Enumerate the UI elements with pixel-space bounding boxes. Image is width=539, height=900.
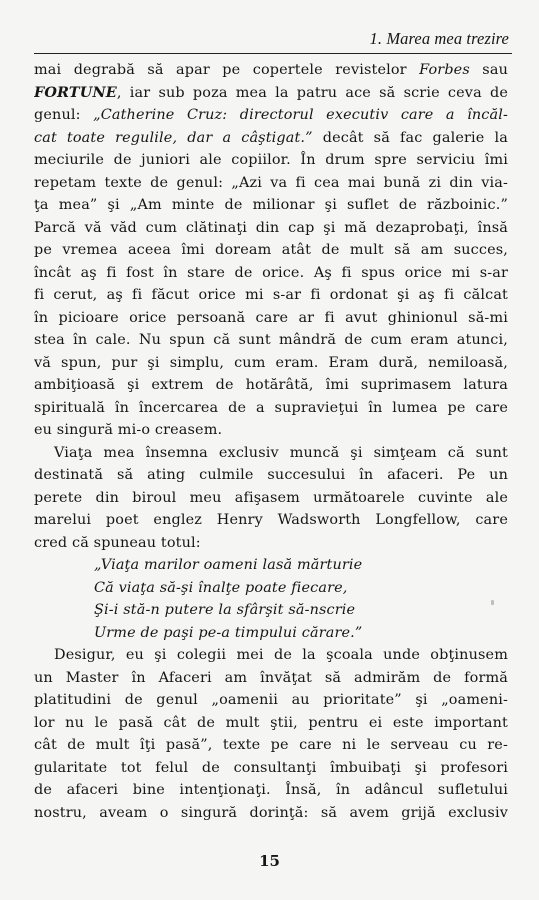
text-run: Şi-i stă-n putere la sfârşit să-nscrie: [94, 602, 356, 618]
text-line: [34, 487, 508, 510]
text-run: cât de mult îţi pasă”, texte pe care ni le serveau cu re-: [34, 737, 508, 753]
text-run: eu singură mi-o creasem.: [34, 422, 223, 438]
text-line: [34, 397, 508, 420]
text-line: [34, 307, 508, 330]
text-run: repetam texte de genul: „Azi va fi cea mai bună zi din via-: [34, 174, 508, 191]
text-line: [34, 532, 508, 555]
text-line: [34, 59, 508, 82]
text-run: stea în cale. Nu spun că sunt mândră de cum eram atunci,: [34, 332, 508, 348]
text-line: [34, 779, 508, 802]
poem-line: [34, 599, 508, 622]
text-run: , iar sub poza mea la patru ace să scrie ceva de: [116, 84, 508, 101]
page-number: 15: [259, 852, 280, 870]
text-line: [34, 509, 508, 532]
text-line: [34, 217, 508, 240]
text-line: [34, 802, 508, 825]
text-line: [34, 284, 508, 307]
text-line: [34, 194, 508, 217]
text-run: pe vremea aceea îmi doream atât de mult să am succes,: [34, 242, 508, 258]
text-line: [34, 262, 508, 285]
text-line: [34, 82, 508, 105]
text-line: [34, 239, 508, 262]
text-run: cat toate regulile, dar a câştigat.”: [34, 129, 313, 146]
text-line: [34, 442, 508, 465]
text-line: [34, 464, 508, 487]
text-run: „Viaţa marilor oameni lasă mărturie: [94, 557, 363, 573]
text-line: [34, 127, 508, 150]
text-run: spirituală în încercarea de a supravieţui în lumea pe care: [34, 399, 508, 416]
text-line: [34, 757, 508, 780]
text-line: [34, 667, 508, 690]
text-line: [34, 149, 508, 172]
text-run: încât aş fi fost în stare de orice. Aş fi spus orice mi s-ar: [34, 264, 508, 281]
text-run: mai degrabă să apar pe copertele revistelor: [34, 62, 420, 78]
text-run: Forbes: [419, 62, 470, 78]
text-run: în picioare orice persoană care ar fi avut ghinionul să-mi: [34, 309, 508, 326]
text-run: „Catherine Cruz: directorul executiv care a încăl-: [93, 107, 508, 123]
text-run: destinată să ating culmile succesului în afaceri. Pe un: [34, 467, 508, 483]
poem-line: [34, 577, 508, 600]
text-run: ţa mea” şi „Am minte de milionar şi suflet de războinic.”: [34, 197, 508, 213]
text-run: ambiţioasă şi extrem de hotărâtă, îmi suprimasem latura: [34, 377, 508, 393]
text-line: [34, 689, 508, 712]
text-run: decât să fac galerie la: [312, 129, 508, 146]
body-text: [34, 59, 508, 824]
text-run: fi cerut, aş fi făcut orice mi s-ar fi ordonat şi aş fi călcat: [34, 287, 508, 303]
text-line: [34, 172, 508, 195]
text-line: [34, 419, 508, 442]
text-run: genul:: [34, 107, 94, 123]
text-run: Viaţa mea însemna exclusiv muncă şi simţeam că sunt: [54, 444, 508, 461]
text-line: [34, 104, 508, 127]
text-run: Că viaţa să-şi înalţe poate fiecare,: [94, 579, 348, 596]
text-line: [34, 734, 508, 757]
text-run: lor nu le pasă cât de mult ştii, pentru ei este important: [34, 714, 508, 731]
running-head: 1. Marea mea trezire: [369, 29, 509, 48]
text-run: platitudini de genul „oamenii au prioritate” şi „oameni-: [34, 692, 508, 708]
poem-line: [34, 622, 508, 645]
text-run: Parcă vă văd cum clătinaţi din cap şi mă dezaprobaţi, însă: [34, 219, 508, 236]
text-line: [34, 712, 508, 735]
text-run: un Master în Afaceri am învăţat să admirăm de formă: [34, 669, 508, 686]
text-run: Desigur, eu şi colegii mei de la şcoala unde obţinusem: [54, 647, 508, 663]
text-run: de afaceri bine intenţionaţi. Însă, în adâncul sufletului: [34, 782, 508, 798]
text-run: marelui poet englez Henry Wadsworth Longfellow, care: [34, 512, 508, 528]
header-rule: [34, 53, 512, 54]
text-run: perete din biroul meu afişasem următoarele cuvinte ale: [34, 489, 508, 506]
text-run: nostru, aveam o singură dorinţă: să avem grijă exclusiv: [34, 804, 508, 821]
text-line: [34, 374, 508, 397]
text-run: cred că spuneau totul:: [34, 534, 201, 551]
text-line: [34, 329, 508, 352]
text-line: [34, 352, 508, 375]
text-run: sau: [469, 62, 508, 78]
text-run: vă spun, pur şi simplu, cum eram. Eram dură, nemiloasă,: [34, 354, 508, 371]
text-run: gularitate tot felul de consultanţi îmbuibaţi şi profesori: [34, 759, 508, 776]
text-run: Urme de paşi pe-a timpului cărare.”: [94, 624, 363, 641]
text-line: [34, 644, 508, 667]
ink-speck: [491, 600, 494, 605]
text-run: FORTUNE: [34, 83, 117, 101]
poem-line: [34, 554, 508, 577]
text-run: meciurile de juniori ale copiilor. În drum spre serviciu îmi: [34, 152, 508, 168]
